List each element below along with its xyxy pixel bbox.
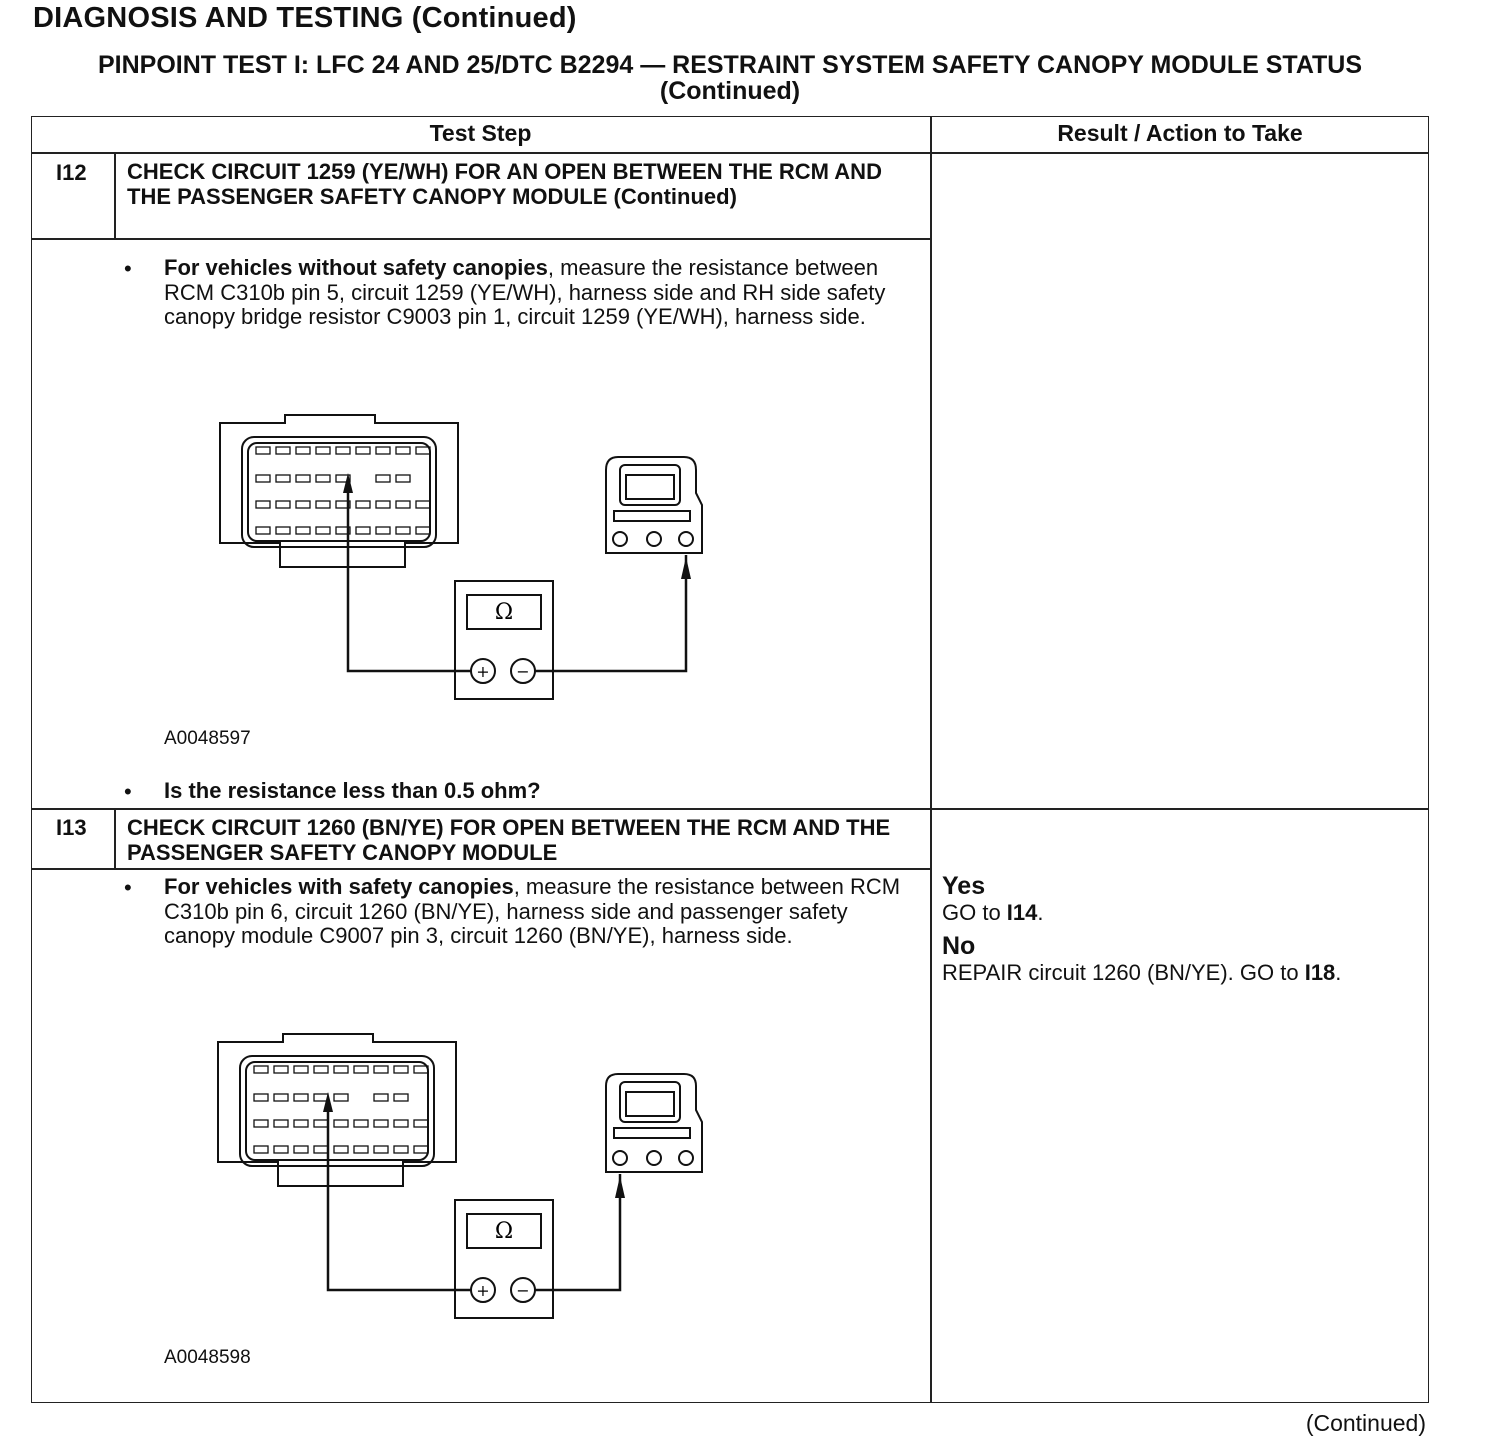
step-i12-question: Is the resistance less than 0.5 ohm? [164,778,541,803]
connector-pin [256,527,270,534]
ohm-symbol: Ω [494,600,514,625]
connector-pin [294,1146,308,1153]
connector-pin [376,501,390,508]
connector-pin [254,1146,268,1153]
connector-pin [334,1146,348,1153]
meter-plus-terminal: + [476,662,490,681]
step-divider [31,808,1429,810]
connector-pin [336,447,350,454]
header-row-divider [31,152,1429,154]
connector-pin [376,475,390,482]
connector-pin [296,447,310,454]
bullet-dot: • [124,875,132,900]
ohm-symbol: Ω [494,1219,514,1244]
connector-pin [274,1120,288,1127]
result-no-action: REPAIR circuit 1260 (BN/YE). GO to I18. [942,960,1342,985]
negative-test-lead [535,1174,620,1290]
probe-arrow-rcm [323,1092,333,1112]
step-i12-instruction: For vehicles without safety canopies, measure the resistance between RCM C310b pin 5, circuit 1259 (YE/WH), harness side and RH side safety canopy bridge resistor C9003 pin 1, circuit 1259 (YE/WH), harness side. [164,255,886,329]
connector-pin [394,1094,408,1101]
connector-pin [416,447,430,454]
connector-pin [414,1066,428,1073]
connector-pin [316,447,330,454]
connector-pin [254,1094,268,1101]
connector-pin [314,1146,328,1153]
connector-pin [396,475,410,482]
connector-pin [274,1066,288,1073]
connector-pin [376,527,390,534]
connector-pin [396,527,410,534]
connector-pin [396,447,410,454]
step-title-i13: CHECK CIRCUIT 1260 (BN/YE) FOR OPEN BETWEEN THE RCM AND THE PASSENGER SAFETY CANOPY MODULE [127,815,891,865]
connector-pin [356,447,370,454]
probe-arrow-c9007 [615,1176,625,1198]
connector-pin [254,1120,268,1127]
connector-pin [276,475,290,482]
figure-id-i13: A0048598 [164,1347,251,1368]
connector-pin [356,501,370,508]
connector-pin [354,1066,368,1073]
connector-pin [276,527,290,534]
pinpoint-test-title: PINPOINT TEST I: LFC 24 AND 25/DTC B2294 — RESTRAINT SYSTEM SAFETY CANOPY MODULE STATUS (Continued) [97,51,1363,105]
probe-arrow-rcm [343,473,353,493]
probe-arrow-c9003 [681,557,691,579]
meter-minus-terminal: − [516,662,530,681]
ohmmeter-body [455,1200,553,1318]
connector-pin [374,1094,388,1101]
section-title: DIAGNOSIS AND TESTING (Continued) [33,2,577,34]
connector-pin [296,475,310,482]
connector-pin [296,501,310,508]
meter-plus-terminal: + [476,1281,490,1300]
step-title-i12: CHECK CIRCUIT 1259 (YE/WH) FOR AN OPEN BETWEEN THE RCM AND THE PASSENGER SAFETY CANOPY MODULE (Continued) [127,159,882,209]
connector-pin [256,501,270,508]
connector-pin [316,501,330,508]
connector-pin [334,1120,348,1127]
connector-pin [354,1146,368,1153]
connector-pin [416,501,430,508]
connector-pin [294,1120,308,1127]
meter-minus-terminal: − [516,1281,530,1300]
column-divider [930,116,932,1403]
connector-pin [294,1066,308,1073]
figure-a0048598 [198,1024,718,1324]
connector-pin [414,1146,428,1153]
step-title-divider [31,238,931,240]
negative-test-lead [535,555,686,671]
connector-pin [254,1066,268,1073]
connector-pin [274,1146,288,1153]
connector-pin [416,527,430,534]
connector-pin [374,1120,388,1127]
figure-a0048597 [200,405,720,705]
connector-pin [334,1066,348,1073]
figure-id-i12: A0048597 [164,728,251,749]
connector-pin [414,1120,428,1127]
step-number-divider [114,152,116,239]
connector-pin [314,1066,328,1073]
result-yes-label: Yes [942,872,986,900]
connector-pin [374,1146,388,1153]
connector-pin [376,447,390,454]
connector-pin [396,501,410,508]
step-i13-instruction: For vehicles with safety canopies, measure the resistance between RCM C310b pin 6, circuit 1260 (BN/YE), harness side and passenger safety canopy module C9007 pin 3, circuit 1260 (BN/YE), harness side. [164,874,901,948]
step-number-i12: I12 [56,160,87,185]
connector-pin [316,527,330,534]
connector-pin [276,447,290,454]
connector-pin [316,475,330,482]
continued-footer: (Continued) [1305,1410,1426,1436]
step-number-i13: I13 [56,815,87,840]
bullet-dot: • [124,256,132,281]
connector-pin [394,1120,408,1127]
connector-pin [256,447,270,454]
connector-pin [274,1094,288,1101]
ohmmeter-body [455,581,553,699]
step-number-divider [114,808,116,869]
connector-pin [276,501,290,508]
connector-pin [394,1066,408,1073]
column-header-result: Result / Action to Take [1057,120,1303,146]
connector-pin [294,1094,308,1101]
step-title-divider [31,868,931,870]
connector-pin [256,475,270,482]
connector-pin [354,1120,368,1127]
connector-pin [334,1094,348,1101]
connector-pin [356,527,370,534]
result-yes-action: GO to I14. [942,900,1044,925]
result-no-label: No [942,932,976,960]
connector-pin [314,1094,328,1101]
column-header-test-step: Test Step [429,120,532,146]
connector-pin [374,1066,388,1073]
connector-pin [394,1146,408,1153]
connector-pin [296,527,310,534]
bullet-dot: • [124,779,132,804]
connector-pin [314,1120,328,1127]
